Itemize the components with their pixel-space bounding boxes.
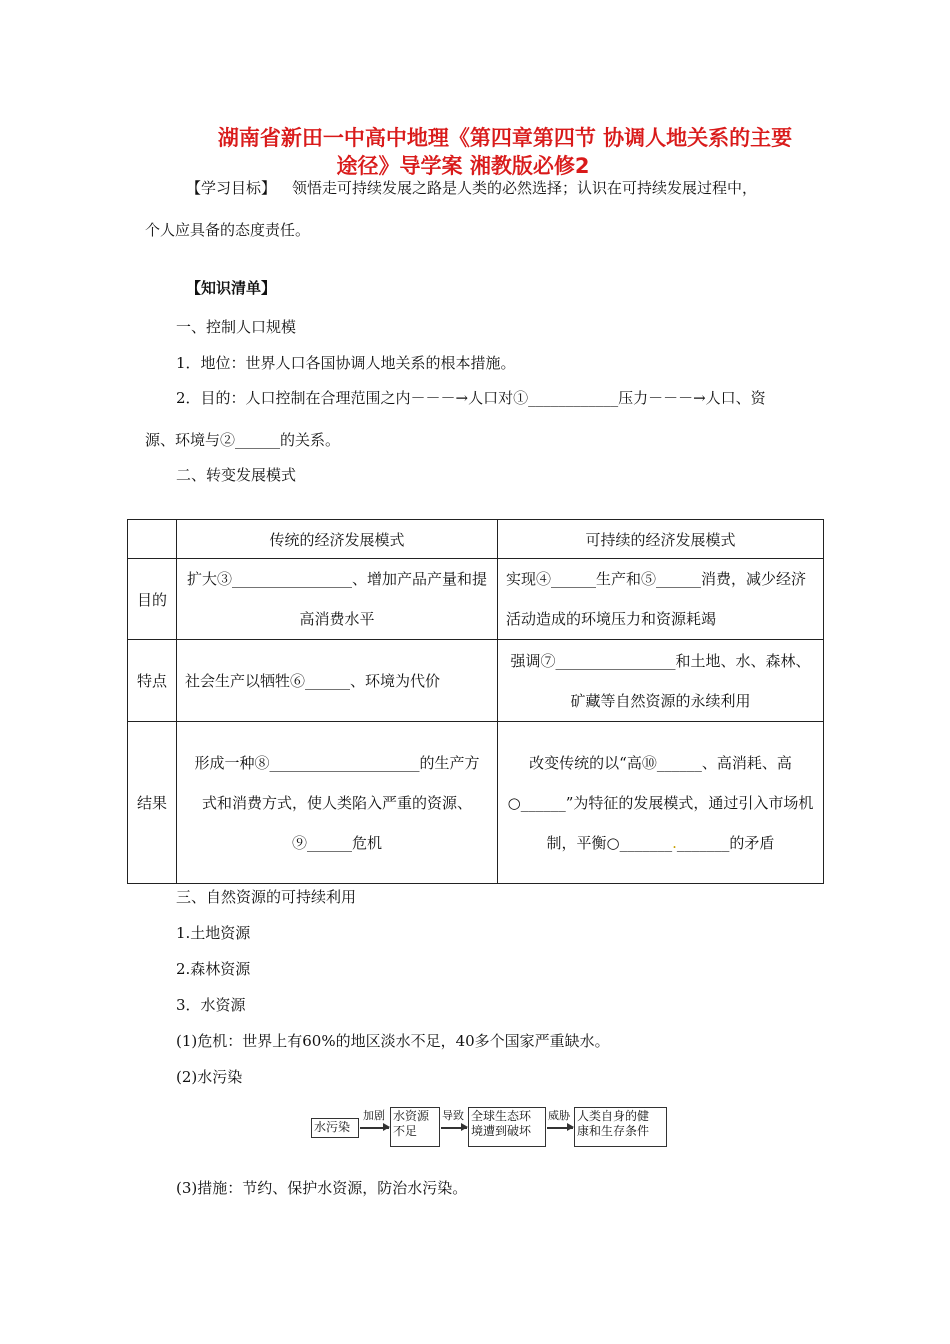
table-corner-cell bbox=[128, 520, 177, 559]
table-row bbox=[128, 640, 824, 722]
water-measures: (3)措施：节约、保护水资源，防治水污染。 bbox=[176, 1179, 468, 1197]
flow-box-human-health bbox=[574, 1107, 667, 1147]
sustainable-feature: 强调⑦________________和土地、水、森林、矿藏等自然资源的永续利用 bbox=[498, 640, 824, 722]
sustainable-result-text: 改变传统的以“高⑩______、高消耗、高○______”为特征的发展模式，通过引入市场机制，平衡○_______ bbox=[507, 753, 814, 852]
section-2-heading: 二、转变发展模式 bbox=[176, 466, 297, 484]
flow-box-3-line-2: 境遭到破坏 bbox=[471, 1124, 532, 1138]
flow-arrow-label-2: 导致 bbox=[442, 1109, 464, 1122]
document-title-line2: 途径》导学案 湘教版必修2 bbox=[336, 154, 590, 178]
table-header-row bbox=[128, 520, 824, 559]
section-1-item-1: 1．地位：世界人口各国协调人地关系的根本措施。 bbox=[176, 354, 516, 372]
water-pollution-heading: (2)水污染 bbox=[176, 1068, 243, 1086]
table-header-traditional: 传统的经济发展模式 bbox=[177, 520, 498, 559]
flow-box-4-line-2: 康和生存条件 bbox=[577, 1124, 650, 1138]
table-row bbox=[128, 722, 824, 884]
flow-box-4-line-1: 人类自身的健 bbox=[577, 1109, 650, 1123]
flow-arrow-1 bbox=[360, 1127, 389, 1129]
flow-box-water-shortage bbox=[390, 1107, 440, 1147]
flow-box-3-line-1: 全球生态环 bbox=[471, 1109, 532, 1123]
section-1-item-2: 2．目的：人口控制在合理范围之内－－－→人口对①____________压力－－－→人口、资 bbox=[176, 389, 766, 407]
flow-arrow-3 bbox=[547, 1127, 573, 1129]
flow-arrow-label-1: 加剧 bbox=[363, 1109, 385, 1122]
section-3-item-1: 1.土地资源 bbox=[176, 924, 251, 942]
flow-box-water-pollution: 水污染 bbox=[311, 1118, 359, 1138]
water-pollution-flowchart bbox=[311, 1107, 671, 1149]
flow-box-ecosystem-damage bbox=[468, 1107, 546, 1147]
water-crisis: (1)危机：世界上有60%的地区淡水不足，40多个国家严重缺水。 bbox=[176, 1032, 610, 1050]
stray-dot: . bbox=[672, 833, 677, 852]
section-3-heading: 三、自然资源的可持续利用 bbox=[176, 888, 357, 906]
objective-text: 领悟走可持续发展之路是人类的必然选择；认识在可持续发展过程中， bbox=[292, 179, 758, 197]
traditional-result: 形成一种⑧____________________的生产方式和消费方式，使人类陷入严重的资源、⑨______危机 bbox=[177, 722, 498, 884]
traditional-feature: 社会生产以牺牲⑥______、环境为代价 bbox=[177, 640, 498, 722]
sustainable-result bbox=[498, 722, 824, 884]
section-3-item-2: 2.森林资源 bbox=[176, 960, 251, 978]
section-3-item-3: 3．水资源 bbox=[176, 996, 246, 1014]
row-label-result: 结果 bbox=[128, 722, 177, 884]
flow-box-2-line-2: 不足 bbox=[393, 1124, 418, 1138]
section-1-item-2-cont: 源、环境与②______的关系。 bbox=[145, 431, 341, 449]
sustainable-result-text-end: _______的矛盾 bbox=[676, 833, 775, 852]
comparison-table bbox=[127, 519, 824, 884]
knowledge-heading: 【知识清单】 bbox=[186, 279, 277, 297]
flow-arrow-label-3: 威胁 bbox=[548, 1109, 570, 1122]
table-header-sustainable: 可持续的经济发展模式 bbox=[498, 520, 824, 559]
traditional-purpose: 扩大③________________、增加产品产量和提高消费水平 bbox=[177, 559, 498, 640]
flow-box-2-line-1: 水资源 bbox=[393, 1109, 430, 1123]
table-row bbox=[128, 559, 824, 640]
objective-label: 【学习目标】 bbox=[186, 179, 277, 197]
section-1-heading: 一、控制人口规模 bbox=[176, 318, 297, 336]
row-label-feature: 特点 bbox=[128, 640, 177, 722]
row-label-purpose: 目的 bbox=[128, 559, 177, 640]
document-title-line1: 湖南省新田一中高中地理《第四章第四节 协调人地关系的主要 bbox=[217, 126, 793, 150]
objective-text-cont: 个人应具备的态度责任。 bbox=[145, 221, 311, 239]
flow-arrow-2 bbox=[441, 1127, 467, 1129]
sustainable-purpose: 实现④______生产和⑤______消费，减少经济活动造成的环境压力和资源耗竭 bbox=[498, 559, 824, 640]
